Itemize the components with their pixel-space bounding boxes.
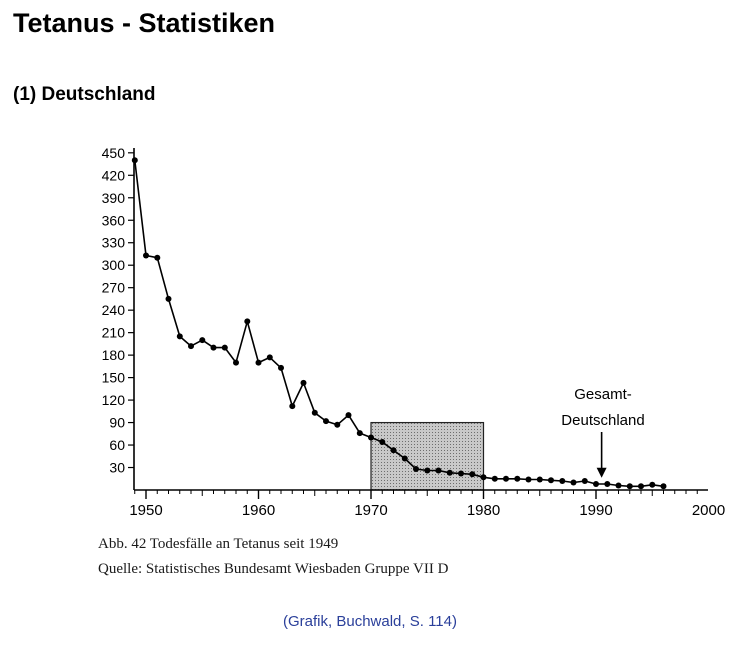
data-point xyxy=(391,447,397,453)
data-point xyxy=(514,476,520,482)
x-tick-label: 1980 xyxy=(466,502,501,519)
data-point xyxy=(424,468,430,474)
data-point xyxy=(346,412,352,418)
page-title: Tetanus - Statistiken xyxy=(13,8,276,38)
x-tick-label: 1960 xyxy=(241,502,276,519)
x-tick-label: 1950 xyxy=(129,502,163,519)
y-tick-label: 450 xyxy=(101,144,125,161)
data-point xyxy=(233,360,239,366)
y-tick-label: 240 xyxy=(101,302,125,319)
data-point xyxy=(256,360,262,366)
data-point xyxy=(188,343,194,349)
annotation-gesamt: Gesamt- xyxy=(574,386,632,403)
y-tick-label: 270 xyxy=(101,279,125,296)
data-point xyxy=(447,470,453,476)
y-tick-label: 390 xyxy=(101,189,125,206)
annotation-arrow-head xyxy=(597,468,607,478)
data-point xyxy=(469,471,475,477)
data-point xyxy=(526,477,532,483)
data-point xyxy=(244,318,250,324)
data-point xyxy=(402,456,408,462)
data-point xyxy=(413,466,419,472)
y-tick-label: 30 xyxy=(109,459,125,476)
y-tick-label: 330 xyxy=(101,234,125,251)
data-point xyxy=(334,422,340,428)
data-point xyxy=(627,483,633,489)
y-tick-label: 60 xyxy=(109,437,125,454)
data-point xyxy=(379,439,385,445)
data-point xyxy=(132,157,138,163)
x-tick-label: 1970 xyxy=(354,502,388,519)
data-point xyxy=(289,403,295,409)
annotation-deutschland: Deutschland xyxy=(561,412,645,429)
y-tick-label: 300 xyxy=(101,257,125,274)
figure-source: Quelle: Statistisches Bundesamt Wiesbaden Gruppe VII D xyxy=(98,561,449,577)
data-point xyxy=(323,418,329,424)
data-point xyxy=(222,345,228,351)
data-point xyxy=(537,477,543,483)
data-point xyxy=(267,354,273,360)
highlight-region xyxy=(371,423,484,490)
data-point xyxy=(166,296,172,302)
data-point xyxy=(143,253,149,259)
data-point xyxy=(582,478,588,484)
data-point xyxy=(661,483,667,489)
y-tick-label: 420 xyxy=(101,167,125,184)
x-tick-label: 2000 xyxy=(691,502,726,519)
data-point xyxy=(492,476,498,482)
data-point xyxy=(357,430,363,436)
section-title: (1) Deutschland xyxy=(13,84,156,105)
data-point xyxy=(211,345,217,351)
y-tick-label: 210 xyxy=(101,324,125,341)
x-tick-label: 1990 xyxy=(579,502,613,519)
data-point xyxy=(571,480,577,486)
data-point xyxy=(436,468,442,474)
y-tick-label: 150 xyxy=(101,369,125,386)
data-point xyxy=(199,337,205,343)
source-link[interactable]: (Grafik, Buchwald, S. 114) xyxy=(283,613,457,630)
data-point xyxy=(278,365,284,371)
data-point xyxy=(649,482,655,488)
data-point xyxy=(301,380,307,386)
data-point xyxy=(312,410,318,416)
y-tick-label: 180 xyxy=(101,347,125,364)
y-tick-label: 90 xyxy=(109,414,125,431)
data-point xyxy=(604,481,610,487)
data-point xyxy=(548,477,554,483)
data-point xyxy=(154,255,160,261)
data-point xyxy=(503,476,509,482)
data-point xyxy=(559,478,565,484)
data-point xyxy=(638,483,644,489)
data-point xyxy=(593,481,599,487)
data-point xyxy=(616,483,622,489)
data-point xyxy=(481,474,487,480)
data-point xyxy=(368,435,374,441)
y-tick-label: 360 xyxy=(101,212,125,229)
data-point xyxy=(177,333,183,339)
figure-caption: Abb. 42 Todesfälle an Tetanus seit 1949 xyxy=(98,536,339,552)
y-tick-label: 120 xyxy=(101,392,125,409)
data-point xyxy=(458,471,464,477)
